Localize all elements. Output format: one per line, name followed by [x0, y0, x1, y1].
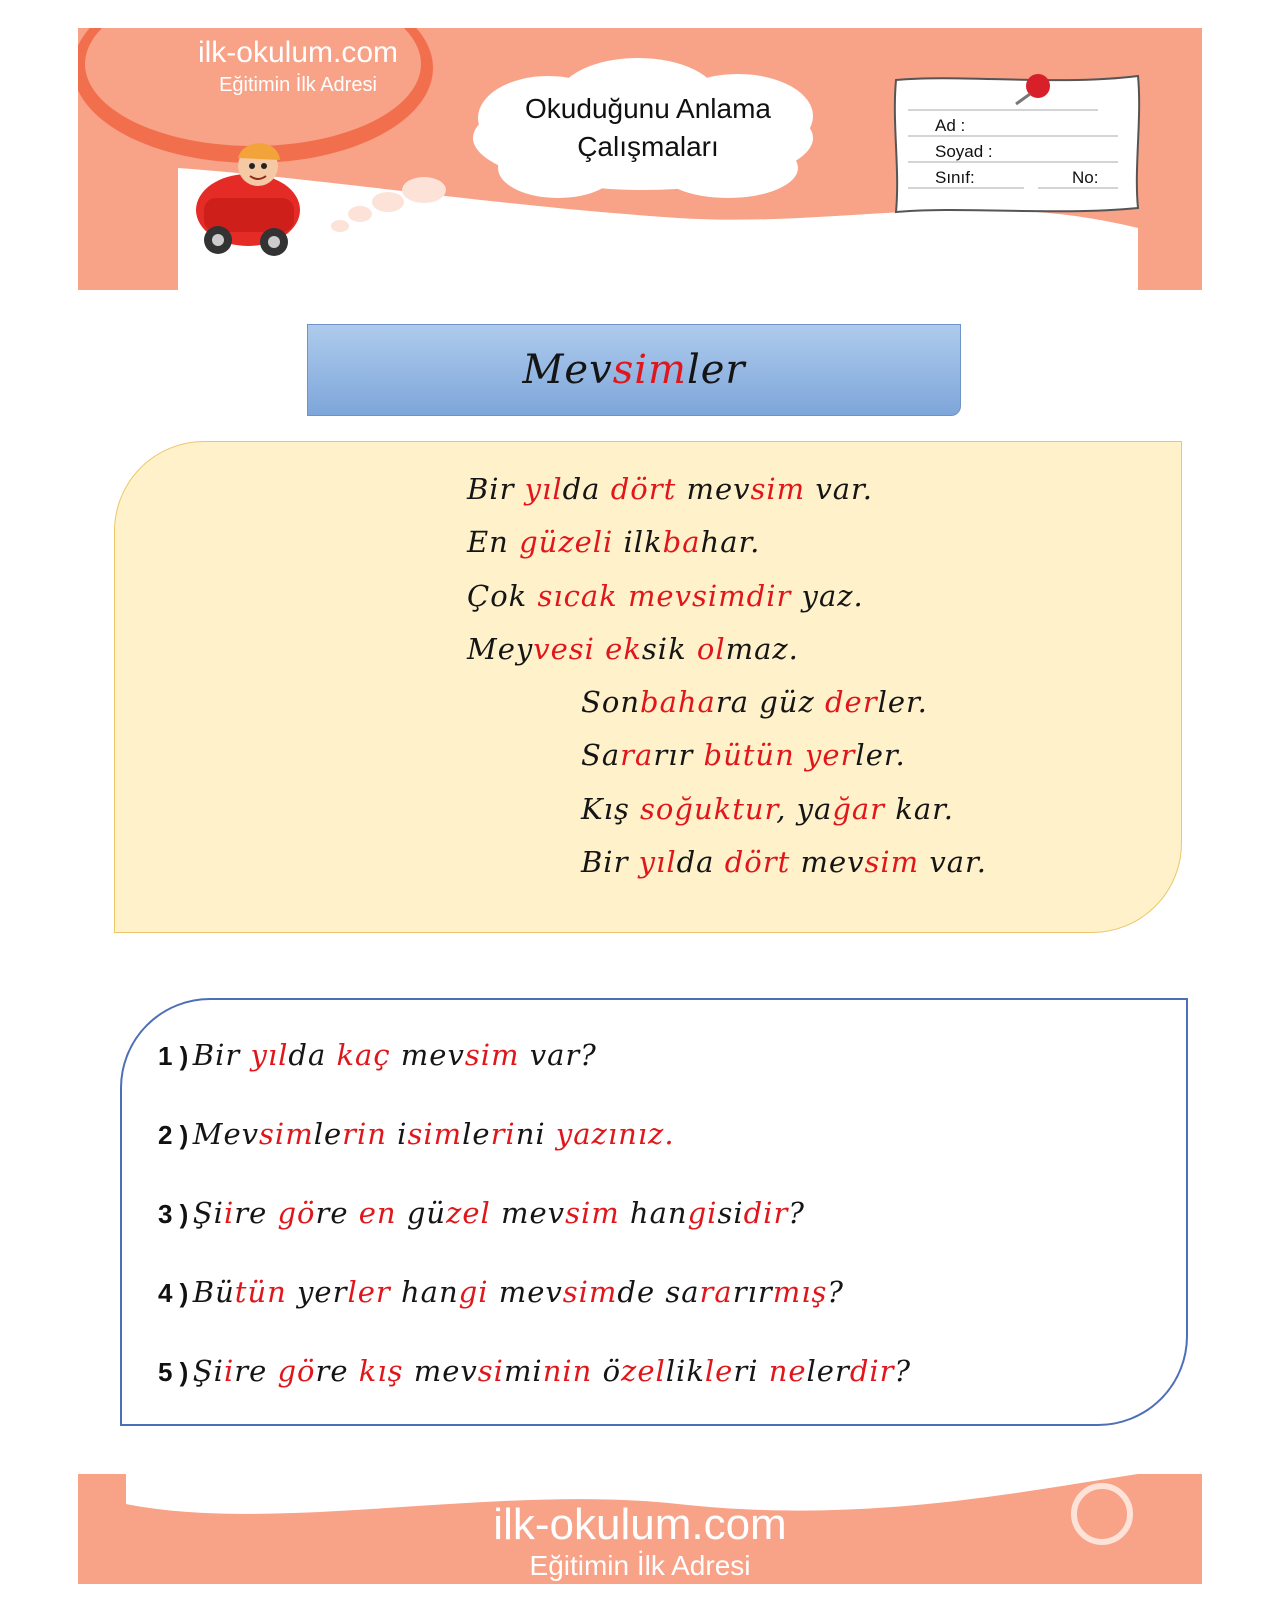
highlighted-syllable: en: [358, 1196, 397, 1230]
text-segment: ö: [592, 1354, 622, 1388]
highlighted-syllable: le: [704, 1354, 734, 1388]
text-segment: ilk: [613, 525, 663, 559]
highlighted-syllable: tün: [234, 1275, 287, 1309]
question-number: 1 ): [158, 1041, 189, 1071]
highlighted-syllable: ğar: [832, 792, 886, 826]
highlighted-syllable: sim: [864, 845, 920, 879]
highlighted-syllable: mış: [772, 1275, 828, 1309]
text-segment: var.: [805, 472, 873, 506]
text-segment: ler.: [855, 738, 906, 772]
text-segment: da: [676, 845, 725, 879]
poem-line: [581, 845, 987, 879]
highlighted-syllable: tur: [732, 792, 777, 826]
text-segment: ler: [806, 1354, 850, 1388]
highlighted-syllable: ra: [699, 1275, 733, 1309]
header-banner: [78, 28, 1202, 290]
text-segment: han: [390, 1275, 459, 1309]
text-segment: mev: [676, 472, 751, 506]
text-segment: yer: [286, 1275, 348, 1309]
highlighted-syllable: gi: [687, 1196, 718, 1230]
text-segment: kar.: [885, 792, 955, 826]
text-segment: ?: [894, 1354, 912, 1388]
text-segment: gü: [396, 1196, 447, 1230]
text-segment: ra: [715, 685, 749, 719]
name-form-card: [895, 74, 1139, 212]
text-segment: de sa: [617, 1275, 700, 1309]
question-item: [158, 1038, 597, 1072]
ad-label: Ad :: [935, 116, 966, 135]
highlighted-syllable: ler: [347, 1275, 391, 1309]
highlighted-syllable: sim: [750, 472, 806, 506]
text-segment: En: [467, 525, 520, 559]
text-segment: Kış: [581, 792, 641, 826]
text-segment: ni: [515, 1117, 556, 1151]
text-segment: mev: [403, 1354, 478, 1388]
text-segment: Mev: [522, 347, 613, 393]
highlighted-syllable: yer: [805, 738, 856, 772]
question-number: 3 ): [158, 1199, 189, 1229]
text-segment: mev: [490, 1196, 566, 1230]
question-text: [193, 1354, 911, 1388]
text-segment: si: [717, 1196, 744, 1230]
title-banner: [307, 324, 961, 416]
text-segment: , ya: [776, 792, 833, 826]
text-segment: le: [313, 1117, 343, 1151]
highlighted-syllable: vesi: [533, 632, 595, 666]
text-segment: Bir: [581, 845, 639, 879]
highlighted-syllable: dört: [610, 472, 677, 506]
text-segment: mev: [390, 1038, 465, 1072]
text-segment: ?: [788, 1196, 805, 1230]
text-segment: ?: [827, 1275, 844, 1309]
text-segment: mev: [488, 1275, 563, 1309]
highlighted-syllable: ol: [696, 632, 726, 666]
text-segment: Şi: [192, 1354, 224, 1388]
text-segment: Son: [581, 685, 641, 719]
highlighted-syllable: sim: [565, 1196, 620, 1230]
highlighted-syllable: mevsimdir: [627, 579, 792, 613]
worksheet-title: [508, 90, 788, 166]
highlighted-syllable: gi: [458, 1275, 489, 1309]
footer-banner: [78, 1474, 1202, 1584]
text-segment: han: [619, 1196, 688, 1230]
question-text: [193, 1038, 597, 1072]
highlighted-syllable: gö: [277, 1354, 316, 1388]
text-segment: ler: [686, 347, 746, 393]
text-segment: Mev: [192, 1117, 260, 1151]
text-segment: mi: [503, 1354, 543, 1388]
highlighted-syllable: sim: [464, 1038, 520, 1072]
text-segment: re: [315, 1196, 359, 1230]
poem-line: [581, 685, 928, 719]
worksheet-title-line1: Okuduğunu Anlama: [525, 93, 771, 124]
highlighted-syllable: bütün: [703, 738, 795, 772]
poem-line: [467, 472, 873, 506]
question-item: [158, 1117, 675, 1151]
text-segment: sik: [641, 632, 697, 666]
text-segment: i: [386, 1117, 408, 1151]
highlighted-syllable: ek: [605, 632, 642, 666]
highlighted-syllable: kış: [358, 1354, 404, 1388]
highlighted-syllable: si: [477, 1354, 504, 1388]
text-segment: yaz.: [791, 579, 864, 613]
highlighted-syllable: sim: [612, 347, 687, 393]
question-number: 5 ): [158, 1357, 189, 1387]
footer-title: ilk-okulum.com: [493, 1500, 787, 1549]
question-number: 4 ): [158, 1278, 189, 1308]
highlighted-syllable: i: [223, 1354, 235, 1388]
highlighted-syllable: dir: [743, 1196, 789, 1230]
question-item: [158, 1196, 805, 1230]
text-segment: Şi: [192, 1196, 224, 1230]
text-segment: ri: [733, 1354, 769, 1388]
question-item: [158, 1354, 911, 1388]
text-segment: [618, 579, 628, 613]
text-segment: da: [562, 472, 611, 506]
highlighted-syllable: yıl: [524, 472, 563, 506]
highlighted-syllable: nin: [542, 1354, 593, 1388]
text-segment: mev: [790, 845, 865, 879]
thought-bubble-small: [331, 220, 349, 232]
text-segment: Bü: [192, 1275, 235, 1309]
question-text: [193, 1275, 844, 1309]
text-segment: Çok: [467, 579, 538, 613]
highlighted-syllable: sim: [562, 1275, 618, 1309]
poem-line: [581, 738, 906, 772]
text-segment: rır: [653, 738, 704, 772]
text-segment: re: [234, 1354, 278, 1388]
highlighted-syllable: sıcak: [537, 579, 618, 613]
text-segment: har.: [700, 525, 761, 559]
highlighted-syllable: dir: [849, 1354, 895, 1388]
highlighted-syllable: zel: [446, 1196, 491, 1230]
text-segment: ler.: [877, 685, 928, 719]
text-segment: var?: [519, 1038, 597, 1072]
highlighted-syllable: sim: [407, 1117, 463, 1151]
questions-panel: [120, 998, 1188, 1426]
text-segment: Bir: [467, 472, 525, 506]
soyad-label: Soyad :: [935, 142, 993, 161]
text-segment: maz.: [725, 632, 799, 666]
footer-subtitle: Eğitimin İlk Adresi: [529, 1550, 751, 1581]
text-segment: var.: [919, 845, 987, 879]
no-label: No:: [1072, 168, 1099, 187]
text-segment: re: [234, 1196, 278, 1230]
worksheet-title-line2: Çalışmaları: [577, 131, 719, 162]
text-segment: [595, 632, 605, 666]
poem-line: [467, 579, 864, 613]
text-segment: [795, 738, 805, 772]
logo-title: ilk-okulum.com: [197, 36, 399, 69]
question-item: [158, 1275, 844, 1309]
text-segment: le: [462, 1117, 491, 1151]
text-segment: lik: [665, 1354, 705, 1388]
text-segment: rır: [732, 1275, 773, 1309]
highlighted-syllable: dört: [724, 845, 791, 879]
highlighted-syllable: zel: [621, 1354, 666, 1388]
logo-subtitle: Eğitimin İlk Adresi: [219, 74, 377, 96]
highlighted-syllable: i: [223, 1196, 235, 1230]
highlighted-syllable: soğuk: [640, 792, 733, 826]
highlighted-syllable: yıl: [250, 1038, 289, 1072]
highlighted-syllable: ri: [490, 1117, 516, 1151]
highlighted-syllable: ra: [620, 738, 654, 772]
highlighted-syllable: sim: [259, 1117, 314, 1151]
highlighted-syllable: kaç: [336, 1038, 391, 1072]
text-segment: re: [315, 1354, 359, 1388]
text-segment: da: [288, 1038, 337, 1072]
highlighted-syllable: yıl: [638, 845, 677, 879]
sinif-label: Sınıf:: [935, 168, 975, 187]
text-segment: güz: [749, 685, 825, 719]
page-title: [522, 347, 745, 393]
highlighted-syllable: baha: [640, 685, 716, 719]
poem-line: [581, 792, 954, 826]
highlighted-syllable: ne: [768, 1354, 807, 1388]
text-segment: Sa: [581, 738, 621, 772]
highlighted-syllable: gö: [277, 1196, 316, 1230]
highlighted-syllable: der: [824, 685, 878, 719]
question-text: [193, 1117, 675, 1151]
highlighted-syllable: yazınız.: [555, 1117, 675, 1151]
text-segment: Bir: [192, 1038, 251, 1072]
question-number: 2 ): [158, 1120, 189, 1150]
text-segment: Mey: [467, 632, 534, 666]
question-text: [193, 1196, 805, 1230]
highlighted-syllable: ba: [662, 525, 701, 559]
poem-panel: [114, 441, 1182, 933]
poem-line: [467, 632, 799, 666]
poem-line: [467, 525, 760, 559]
highlighted-syllable: güzeli: [519, 525, 614, 559]
highlighted-syllable: rin: [342, 1117, 387, 1151]
